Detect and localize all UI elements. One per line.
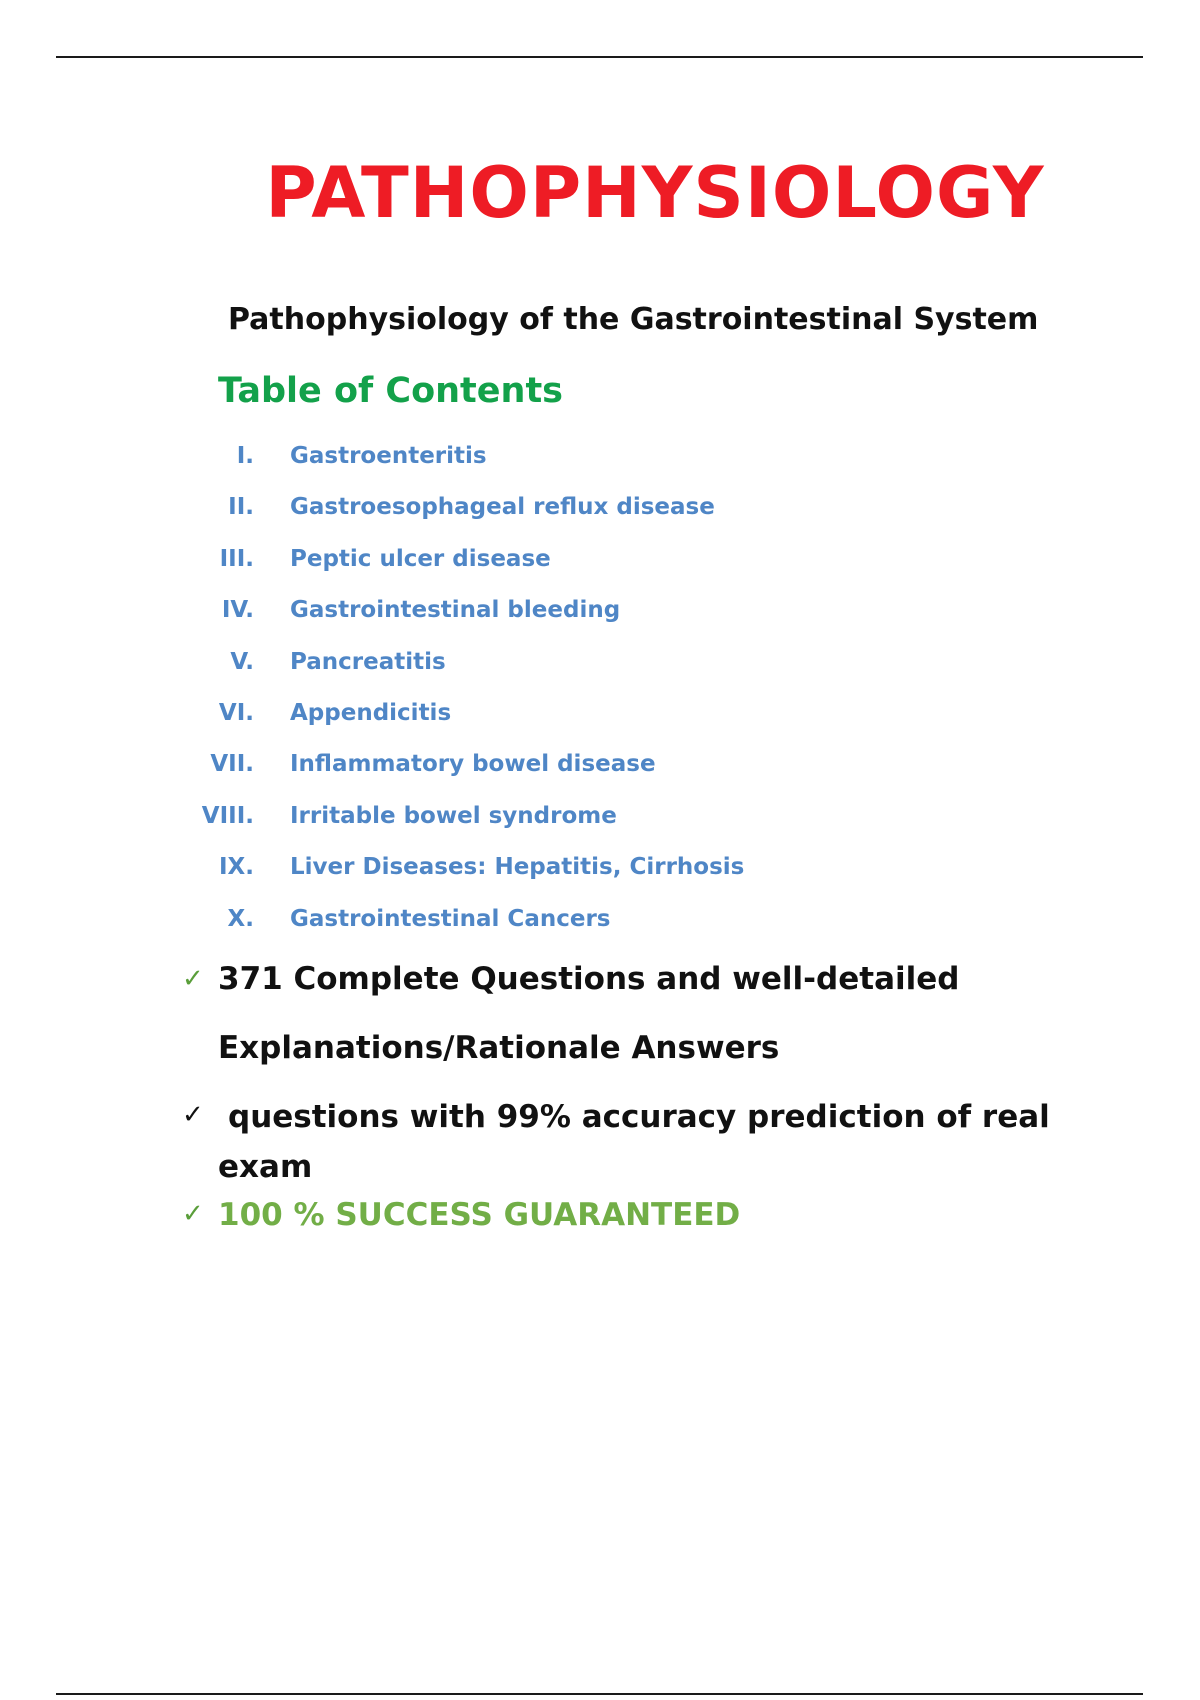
check-icon: ✓ [182,1100,204,1130]
toc-item-number: VI. [218,699,254,726]
toc-item[interactable] [0,699,900,750]
check-icon: ✓ [182,964,204,994]
toc-item-label[interactable]: Gastroesophageal reflux disease [290,494,715,521]
toc-item-label[interactable]: Peptic ulcer disease [290,545,551,572]
toc-item-label[interactable]: Liver Diseases: Hepatitis, Cirrhosis [290,854,745,881]
toc-item-number: IX. [218,854,254,881]
document-title: PATHOPHYSIOLOGY [265,152,1045,234]
toc-item[interactable] [0,442,900,493]
toc-item[interactable] [0,648,900,699]
document-subtitle: Pathophysiology of the Gastrointestinal System [228,302,1039,337]
toc-item-label[interactable]: Gastroenteritis [290,443,487,469]
toc-item[interactable] [0,750,900,801]
bullet-text-line: questions with 99% accuracy prediction of real [228,1099,1050,1135]
bottom-rule [56,1693,1143,1695]
bullet-text-line: 371 Complete Questions and well-detailed [218,961,960,997]
toc-item[interactable] [0,905,900,956]
table-of-contents [0,442,900,956]
toc-item-label[interactable]: Gastrointestinal bleeding [290,597,621,624]
bullet-text-line: Explanations/Rationale Answers [218,1030,780,1066]
toc-item-number: III. [219,545,254,572]
toc-item-label[interactable]: Appendicitis [290,699,452,726]
check-icon: ✓ [182,1199,204,1229]
toc-item[interactable] [0,545,900,596]
top-rule [56,56,1143,58]
toc-item[interactable] [0,802,900,853]
toc-item-number: VII. [210,751,254,778]
success-guarantee-text: 100 % SUCCESS GUARANTEED [218,1197,741,1233]
toc-item-label[interactable]: Pancreatitis [290,648,446,675]
toc-item-label[interactable]: Inflammatory bowel disease [290,751,656,778]
toc-item-number: IV. [221,597,254,624]
toc-item-label[interactable]: Gastrointestinal Cancers [290,905,611,932]
toc-item-number: I. [236,443,254,469]
toc-item[interactable] [0,596,900,647]
toc-item-label[interactable]: Irritable bowel syndrome [290,802,617,829]
toc-item[interactable] [0,853,900,904]
toc-item-number: X. [227,905,254,932]
toc-item-number: II. [228,494,254,521]
bullet-text-line: exam [218,1149,313,1185]
toc-heading: Table of Contents [218,371,564,411]
toc-item-number: V. [230,648,254,675]
toc-item-number: VIII. [201,802,254,829]
toc-item[interactable] [0,493,900,544]
